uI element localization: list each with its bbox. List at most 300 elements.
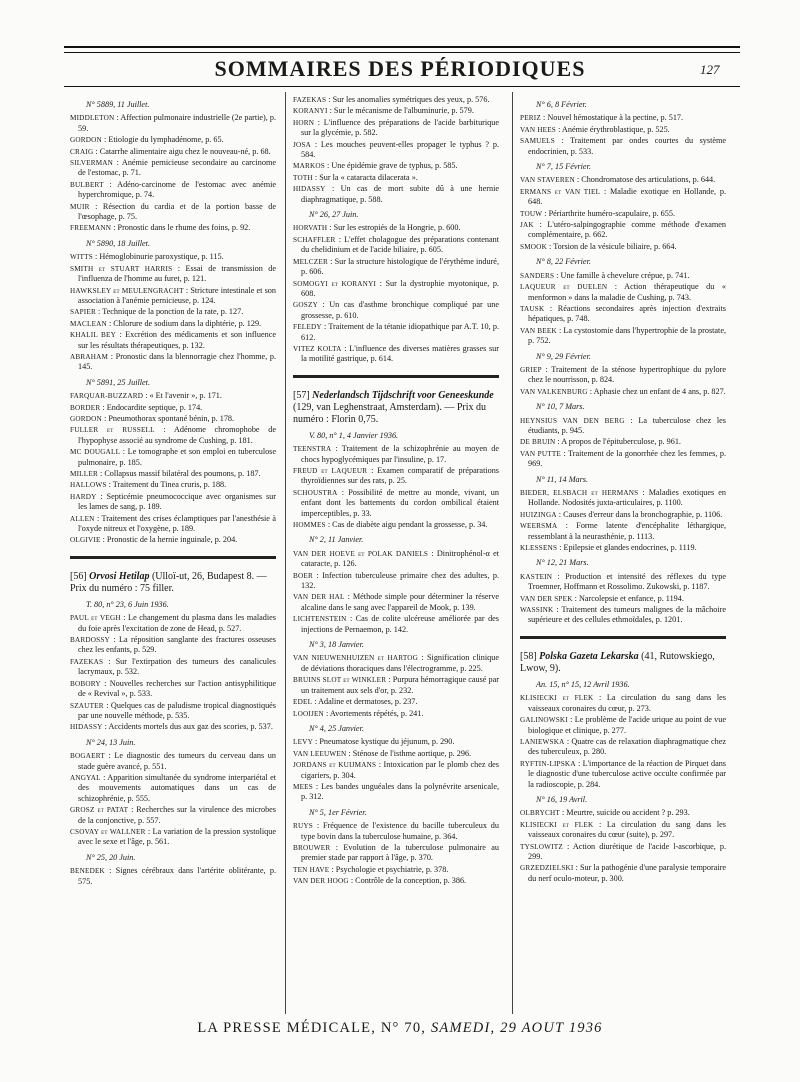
article-title: : Traitement des tumeurs malignes de la mâchoire supérieure et des cellules ethmoïdales, p. 1201. xyxy=(528,605,726,625)
article-entry xyxy=(520,209,726,219)
page-number: 127 xyxy=(700,62,720,77)
article-entry xyxy=(520,220,726,241)
article-entry xyxy=(70,773,276,804)
article-author: BARDOSSY xyxy=(70,636,110,645)
article-author: ERMANS et VAN TIEL xyxy=(520,187,601,196)
article-entry xyxy=(70,180,276,201)
article-title: : Purpura hémorragique causé par un traitement aux sels d'or, p. 232. xyxy=(301,675,499,695)
article-entry xyxy=(520,510,726,520)
article-title: : Sur la structure histologique de l'érythème induré, p. 606. xyxy=(301,256,499,277)
article-author: ABRAHAM xyxy=(70,352,109,361)
journal-info: (41, Rutowskiego, Lwow, 9). xyxy=(520,650,715,674)
article-title: : La cystostomie dans l'hypertrophie de la prostate, p. 752. xyxy=(528,325,726,346)
issue-heading: N° 11, 14 Mars. xyxy=(536,474,589,484)
article-title: : Intoxication par le plomb chez des cigariers, p. 304. xyxy=(301,760,499,780)
article-entry xyxy=(293,161,499,171)
article-title: : Pneumatose kystique du jéjunum, p. 290. xyxy=(312,737,455,747)
article-author: CRAIG xyxy=(70,147,94,156)
article-title: : A propos de l'épituberculose, p. 961. xyxy=(555,437,681,447)
article-author: JORDANS et KUIJMANS xyxy=(293,761,377,770)
article-entry xyxy=(293,279,499,300)
article-title: : Maladies exotiques en Hollande. Nodosités juxta-articulaires, p. 1100. xyxy=(528,488,726,508)
article-title: : Hémoglobinurie paroxystique, p. 115. xyxy=(92,252,224,262)
article-title: : Production et intensité des réflexes du type Troemner, Hoffmann et Rossolimo. Zukowski, p. 1187. xyxy=(528,571,726,592)
article-entry xyxy=(293,865,499,875)
article-title: : Quatre cas de relaxation diaphragmatique chez des tuberculeux, p. 280. xyxy=(528,736,726,757)
journal-name: Nederlandsch Tijdschrift voor Geneeskunde xyxy=(312,389,494,401)
article-entry xyxy=(70,679,276,700)
article-author: JOSA xyxy=(293,140,311,149)
article-title: : Un cas de mort subite dû à une hernie diaphragmatique, p. 588. xyxy=(301,184,499,204)
article-author: VAN STAVEREN xyxy=(520,176,575,185)
article-author: VAN VALKENBURG xyxy=(520,387,588,396)
article-title: : Chondromatose des articulations, p. 644. xyxy=(574,175,716,185)
article-entry xyxy=(520,437,726,447)
article-author: HIDASSY xyxy=(70,723,103,732)
article-author: VAN LEEUWEN xyxy=(293,749,347,758)
article-title: : Action diurétique de l'acide l-ascorbique, p. 299. xyxy=(528,841,726,861)
article-entry xyxy=(293,675,499,696)
article-author: LICHTENSTEIN xyxy=(293,615,347,624)
article-author: SMITH et STUART HARRIS xyxy=(70,264,173,273)
article-author: KASTEIN xyxy=(520,572,553,581)
article-title: : Catarrhe alimentaire aigu chez le nouveau-né, p. 68. xyxy=(93,146,271,156)
article-title: : Avortements répétés, p. 241. xyxy=(323,708,424,718)
article-entry xyxy=(293,140,499,161)
article-author: TOTH xyxy=(293,173,313,182)
article-author: MC DOUGALL xyxy=(70,448,121,457)
issue-heading: N° 8, 22 Février. xyxy=(536,257,591,267)
article-entry xyxy=(520,416,726,437)
article-author: SAPIER xyxy=(70,308,96,317)
journal-header xyxy=(293,390,499,426)
article-title: : Psychologie et psychiatrie, p. 378. xyxy=(329,864,449,874)
article-author: RYFTIN-LIPSKA xyxy=(520,759,576,768)
article-author: MUIR xyxy=(70,202,90,211)
article-entry xyxy=(70,414,276,424)
issue-heading: N° 26, 27 Juin. xyxy=(309,210,359,220)
entry-list xyxy=(293,95,499,205)
article-author: CSOVAY et WALLNER xyxy=(70,827,146,836)
footer-date: SAMEDI, 29 AOUT 1936 xyxy=(430,1020,603,1036)
article-entry xyxy=(293,737,499,747)
journal-info: (Ulloï-ut, 26, Budapest 8. — Prix du numéro : 75 filler. xyxy=(70,570,267,594)
article-entry xyxy=(520,304,726,325)
article-entry xyxy=(70,286,276,307)
article-title: : Sur les estropiés de la Hongrie, p. 600. xyxy=(327,223,461,233)
article-author: ANGYAL xyxy=(70,773,101,782)
article-author: BOGAERT xyxy=(70,752,105,761)
article-entry xyxy=(293,95,499,105)
article-title: : L'effet cholagogue des préparations contenant du chelidinium et de l'acide biliaire, p. 605. xyxy=(301,234,499,255)
article-entry xyxy=(293,709,499,719)
article-title: : Traitement du Tinea cruris, p. 188. xyxy=(106,480,227,490)
article-title: : Maladie exotique en Hollande, p. 648. xyxy=(528,186,726,207)
article-author: HEYNSIUS VAN DEN BERG xyxy=(520,416,625,425)
issue-heading: N° 5889, 11 Juillet. xyxy=(86,100,150,109)
article-entry xyxy=(520,387,726,397)
article-entry xyxy=(520,187,726,208)
article-entry xyxy=(70,252,276,262)
article-entry xyxy=(70,425,276,446)
article-entry xyxy=(293,223,499,233)
issue-heading: N° 10, 7 Mars. xyxy=(536,402,585,412)
column-divider xyxy=(285,92,286,1014)
article-entry xyxy=(70,330,276,351)
article-entry xyxy=(70,307,276,317)
journal-info: (129, van Leghenstraat, Amsterdam). — Prix du numéro : Florin 0,75. xyxy=(293,401,487,425)
article-author: FULLER et RUSSELL xyxy=(70,426,155,435)
article-title: : Pronostic dans la blennorragie chez l'homme, p. 145. xyxy=(78,351,276,372)
article-author: VITEZ KOLTA xyxy=(293,344,342,353)
article-title: : Contrôle de la conception, p. 386. xyxy=(348,876,467,886)
article-title: : Adéno-carcinome de l'estomac avec anémie hyperchromique, p. 74. xyxy=(78,179,276,200)
journal-name: Orvosi Hetilap xyxy=(89,570,150,582)
journal-header xyxy=(520,651,726,675)
article-entry xyxy=(70,447,276,468)
article-entry xyxy=(293,843,499,864)
article-title: : Apparition simultanée du syndrome interpariétal et des mouvements automatiques dans un cas de schizophrénie, p. 555. xyxy=(78,772,276,803)
issue-heading: N° 2, 11 Janvier. xyxy=(309,535,364,545)
issue-list xyxy=(520,680,726,884)
article-title: : Une épidémie grave de typhus, p. 585. xyxy=(324,161,458,171)
article-entry xyxy=(520,488,726,509)
article-title: : Signification clinique de déviations thoraciques dans l'électrogramme, p. 225. xyxy=(301,653,499,673)
article-entry xyxy=(293,106,499,116)
article-author: HALLOWS xyxy=(70,481,107,490)
article-title: : Adaline et dermatoses, p. 237. xyxy=(312,697,418,707)
article-author: VAN BEEK xyxy=(520,326,557,335)
article-author: SCHOUSTRA xyxy=(293,488,338,497)
issue-heading: V. 80, n° 1, 4 Janvier 1936. xyxy=(309,430,399,440)
article-author: KLESSENS xyxy=(520,544,558,553)
article-title: : Possibilité de mettre au monde, vivant, un enfant dont les battements du cordon ombilical étaient imperceptibles, p. 33. xyxy=(301,487,499,518)
article-title: : Torsion de la vésicule biliaire, p. 664. xyxy=(546,241,677,251)
article-author: DE BRUIN xyxy=(520,438,556,447)
article-title: : Les mouches peuvent-elles propager le typhus ? p. 584. xyxy=(301,139,499,160)
article-title: : Une famille à chevelure crépue, p. 741. xyxy=(554,270,690,280)
article-entry xyxy=(293,322,499,343)
issue-heading: N° 7, 15 Février. xyxy=(536,162,591,172)
article-author: TEN HAVE xyxy=(293,865,330,874)
journal-number: [58] xyxy=(520,650,537,662)
article-entry xyxy=(70,635,276,656)
article-author: HOMMES xyxy=(293,521,326,529)
article-title: : Examen comparatif de préparations thyroïdiennes sur des rats, p. 25. xyxy=(301,465,499,486)
journal-number: [57] xyxy=(293,389,310,401)
article-author: BRUINS SLOT et WINKLER xyxy=(293,676,387,685)
footer-journal: LA PRESSE MÉDICALE, N° 70, xyxy=(197,1020,431,1036)
article-author: WITTS xyxy=(70,253,93,262)
article-title: : Traitement de la sténose hypertrophique du pylore chez le nourrisson, p. 824. xyxy=(528,364,726,385)
article-title: : Le problème de l'acide urique au point de vue biologique et clinique, p. 277. xyxy=(528,715,726,735)
article-title: : Sur le mécanisme de l'albuminurie, p. 579. xyxy=(327,106,474,116)
article-author: SMOOK xyxy=(520,242,547,251)
article-entry xyxy=(70,535,276,545)
article-title: : Les bandes unguéales dans la polynévrite arsenicale, p. 312. xyxy=(301,781,499,802)
article-entry xyxy=(70,701,276,722)
article-entry xyxy=(520,543,726,553)
issue-heading: An. 15, n° 15, 12 Avril 1936. xyxy=(536,679,630,689)
article-title: : Septicémie pneumococcique avec organismes sur les lames de sang, p. 189. xyxy=(78,491,276,512)
article-entry xyxy=(293,300,499,321)
article-title: : La réposition sanglante des fractures osseuses chez les enfants, p. 529. xyxy=(78,635,276,655)
article-title: : Sténose de l'isthme aortique, p. 296. xyxy=(346,748,472,758)
article-author: SAMUELS xyxy=(520,137,555,146)
article-entry xyxy=(520,271,726,281)
article-author: BULBERT xyxy=(70,180,104,189)
journal-separator xyxy=(70,556,276,559)
article-entry xyxy=(293,592,499,613)
article-entry xyxy=(70,657,276,678)
article-entry xyxy=(70,492,276,513)
article-title: : Nouvel hémostatique à la pectine, p. 517. xyxy=(540,113,684,123)
article-entry xyxy=(70,514,276,535)
article-entry xyxy=(70,319,276,329)
article-entry xyxy=(520,759,726,790)
page-title: SOMMAIRES DES PÉRIODIQUES xyxy=(214,56,586,81)
article-entry xyxy=(293,876,499,886)
article-entry xyxy=(520,693,726,714)
article-author: BROUWER xyxy=(293,843,331,852)
article-title: : La circulation du sang dans les vaisseaux coronaires du cœur (suite), p. 297. xyxy=(528,819,726,840)
article-author: GOSZY xyxy=(293,301,318,310)
article-title: : Traitement de la tétanie idiopathique par A.T. 10, p. 612. xyxy=(301,322,499,342)
journal-separator xyxy=(293,375,499,378)
article-title: : Cas de colite ulcéreuse améliorée par des injections de Pernaemon, p. 142. xyxy=(301,614,499,634)
article-title: : La tuberculose chez les étudiants, p. 945. xyxy=(528,415,726,435)
article-author: FREEMANN xyxy=(70,224,112,233)
article-author: PAUL et VEGH xyxy=(70,614,121,623)
article-title: : Le diagnostic des tumeurs du cerveau dans un stade guère avancé, p. 551. xyxy=(78,751,276,771)
article-title: : Narcolepsie et enfance, p. 1194. xyxy=(572,593,684,603)
article-author: HARDY xyxy=(70,492,97,501)
article-author: MIDDLETON xyxy=(70,114,115,123)
article-author: EDEL xyxy=(293,698,313,707)
article-author: BOER xyxy=(293,571,313,580)
article-entry xyxy=(293,257,499,278)
article-title: : Etiologie du lymphadénome, p. 65. xyxy=(101,135,224,145)
article-entry xyxy=(293,466,499,487)
issue-list xyxy=(70,600,276,887)
article-author: SILVERMAN xyxy=(70,159,114,168)
article-entry xyxy=(70,202,276,223)
article-entry xyxy=(70,264,276,285)
article-title: : Traitement par ondes courtes du système endocrinien, p. 533. xyxy=(528,136,726,156)
article-title: : Anémie pernicieuse secondaire au carcinome de l'estomac, p. 71. xyxy=(78,158,276,178)
article-title: : Stricture intestinale et son association à l'anémie pernicieuse, p. 124. xyxy=(78,285,276,305)
article-author: VAN DER HOEVE et POLAK DANIELS xyxy=(293,549,429,558)
article-entry xyxy=(293,697,499,707)
issue-heading: N° 5890, 18 Juillet. xyxy=(86,238,150,248)
article-author: FAZEKAS xyxy=(293,96,327,104)
article-entry xyxy=(520,326,726,347)
article-author: HIDASSY xyxy=(293,185,326,194)
article-title: : Sur la pathogénie d'une paralysie temporaire du nerf oculo-moteur, p. 300. xyxy=(528,863,726,883)
article-title: : Périarthrite huméro-scapulaire, p. 655. xyxy=(542,208,676,218)
article-title: : Technique de la ponction de la rate, p. 127. xyxy=(95,307,244,317)
article-author: WEERSMA xyxy=(520,522,558,531)
article-entry xyxy=(293,614,499,635)
article-title: : Traitement de la schizophrénie au moyen de chocs hypoglycémiques par l'insuline, p. 17. xyxy=(301,444,499,464)
article-author: BORDER xyxy=(70,403,101,412)
article-entry xyxy=(520,113,726,123)
article-author: BOBORY xyxy=(70,679,101,688)
article-title: : Excrétion des médicaments et son influence sur les résultats thérapeutiques, p. 132. xyxy=(78,330,276,350)
article-title: : Fréquence de l'existence du bacille tuberculeux du type bovin dans la tuberculose humaine, p. 364. xyxy=(301,821,499,841)
article-entry xyxy=(70,805,276,826)
article-author: TYSLOWITZ xyxy=(520,842,563,851)
article-title: : Endocardite septique, p. 174. xyxy=(100,402,203,412)
article-entry xyxy=(70,135,276,145)
article-title: : L'importance de la réaction de Pirquet dans le diagnostic d'une tuberculose active occulte confirmée par la radioscopie, p. 284. xyxy=(528,758,726,789)
issue-list xyxy=(70,100,276,546)
article-title: : Aphasie chez un enfant de 4 ans, p. 827. xyxy=(587,386,726,396)
article-author: HORN xyxy=(293,118,315,127)
article-title: : Chlorure de sodium dans la diphtérie, p. 129. xyxy=(106,318,262,328)
article-author: SANDERS xyxy=(520,271,555,280)
article-author: VAN HEES xyxy=(520,125,557,134)
article-author: HORVATH xyxy=(293,224,328,233)
article-title: : Le tomographe et son emploi en tuberculose pulmonaire, p. 185. xyxy=(78,447,277,467)
article-author: VAN DER HOOG xyxy=(293,877,349,886)
article-author: KHALIL BEY xyxy=(70,331,117,340)
article-title: : Recherches sur la virulence des microbes de la conjonctive, p. 557. xyxy=(78,805,276,825)
header-rule-bottom xyxy=(64,86,740,87)
article-title: : Evolution de la tuberculose pulmonaire au premier stade par rapport à l'âge, p. 370. xyxy=(301,842,499,863)
article-entry xyxy=(70,827,276,848)
article-entry xyxy=(70,613,276,634)
article-entry xyxy=(70,113,276,134)
column-divider xyxy=(512,92,513,1014)
article-entry xyxy=(520,842,726,863)
article-title: : Action thérapeutique du « menformon » dans la maladie de Cushing, p. 743. xyxy=(528,282,726,302)
article-title: : L'utéro-salpingographie comme méthode d'examen complémentaire, p. 662. xyxy=(528,220,726,240)
article-title: : Adénome chromophobe de l'hypophyse associé au syndrome de Cushing, p. 181. xyxy=(78,425,277,445)
article-entry xyxy=(520,449,726,470)
article-author: FREUD et LAQUEUR xyxy=(293,466,368,475)
article-author: LEVY xyxy=(293,738,313,747)
article-entry xyxy=(293,444,499,465)
article-entry xyxy=(293,760,499,781)
article-author: GALINOWSKI xyxy=(520,716,568,725)
article-author: MELCZER xyxy=(293,257,328,266)
article-entry xyxy=(70,480,276,490)
article-author: LOOIJEN xyxy=(293,709,324,718)
article-entry xyxy=(520,863,726,884)
journal-name: Polska Gazeta Lekarska xyxy=(539,650,639,662)
article-entry xyxy=(293,782,499,803)
page-footer xyxy=(0,1020,800,1037)
article-author: PERIZ xyxy=(520,114,541,123)
article-author: HAWKSLEY et MEULENGRACHT xyxy=(70,286,184,295)
article-entry xyxy=(520,572,726,593)
article-author: MEES xyxy=(293,782,313,791)
article-entry xyxy=(293,173,499,183)
article-title: : Anémie érythroblastique, p. 525. xyxy=(556,124,670,134)
article-entry xyxy=(520,737,726,758)
article-title: : Collapsus massif bilatéral des poumons, p. 187. xyxy=(97,469,261,478)
article-author: BENEDEK xyxy=(70,867,105,876)
article-title: : Un cas d'asthme bronchique compliqué par une grossesse, p. 610. xyxy=(301,300,499,320)
article-entry xyxy=(70,403,276,413)
article-author: KORANYI xyxy=(293,107,328,116)
article-entry xyxy=(520,125,726,135)
issue-heading: N° 12, 21 Mars. xyxy=(536,558,589,568)
article-entry xyxy=(70,751,276,772)
article-entry xyxy=(70,469,276,479)
article-title: : La circulation du sang dans les vaisseaux coronaires du cœur, p. 273. xyxy=(528,693,726,713)
journal-number: [56] xyxy=(70,570,87,582)
article-entry xyxy=(293,549,499,570)
article-title: : Essai de transmission de l'influenza de l'homme au furet, p. 121. xyxy=(78,263,277,284)
column-right xyxy=(520,95,726,885)
journal-header xyxy=(70,571,276,595)
article-entry xyxy=(520,820,726,841)
article-entry xyxy=(520,282,726,303)
article-entry xyxy=(293,235,499,256)
article-author: VAN NIEUWENHUIZEN et HARTOG xyxy=(293,654,419,663)
article-entry xyxy=(520,605,726,626)
article-author: GRZEDZIELSKI xyxy=(520,864,574,873)
article-entry xyxy=(293,488,499,519)
article-title: : « Et l'avenir », p. 171. xyxy=(143,391,222,401)
issue-heading: N° 24, 13 Juin. xyxy=(86,737,136,747)
header-rule-top xyxy=(64,46,740,48)
article-title: : Pneumothorax spontané bénin, p. 178. xyxy=(101,413,235,423)
article-author: GRIEP xyxy=(520,365,542,374)
article-entry xyxy=(70,158,276,179)
article-author: MACLEAN xyxy=(70,319,107,328)
article-author: GORDON xyxy=(70,136,102,145)
article-entry xyxy=(293,118,499,139)
article-author: JAK xyxy=(520,221,534,230)
article-entry xyxy=(70,391,276,401)
article-title: : Traitement des crises éclamptiques par l'anesthésie à l'oxyde nitreux et l'oxygène, p. 189. xyxy=(78,513,276,534)
article-author: SOMOGYI et KORANYI xyxy=(293,279,377,288)
article-entry xyxy=(520,242,726,252)
article-title: : Sur la dystrophie myotonique, p. 608. xyxy=(301,278,499,298)
article-entry xyxy=(70,352,276,373)
article-entry xyxy=(70,722,276,732)
journal-separator xyxy=(520,636,726,639)
article-author: LANIEWSKA xyxy=(520,737,565,746)
article-entry xyxy=(70,866,276,887)
article-title: : Réactions secondaires après injection d'extraits hépatiques, p. 748. xyxy=(528,303,726,324)
article-author: ALLEN xyxy=(70,514,95,523)
article-title: : Résection du cardia et de la portion basse de l'œsophage, p. 75. xyxy=(78,201,276,222)
article-author: TEENSTRA xyxy=(293,445,332,454)
article-author: VAN DER SPEK xyxy=(520,594,573,603)
article-author: SCHAFFLER xyxy=(293,235,336,244)
article-entry xyxy=(520,136,726,157)
article-title: : Affection pulmonaire industrielle (2e partie), p. 59. xyxy=(78,113,276,133)
article-title: : Méthode simple pour déterminer la réserve alcaline dans le sang avec l'appareil de Mook, p. 139. xyxy=(301,592,499,612)
article-title: : Traitement de la gonorrhée chez les femmes, p. 969. xyxy=(528,448,726,469)
article-title: : Quelques cas de paludisme tropical diagnostiqués par une nouvelle méthode, p. 535. xyxy=(78,700,276,720)
issue-list xyxy=(520,100,726,626)
article-title: : La variation de la pression systolique avec le sexe et l'âge, p. 561. xyxy=(78,826,276,847)
article-title: : Epilepsie et glandes endocrines, p. 1119. xyxy=(557,543,697,553)
article-title: : Dinitrophénol-α et cataracte, p. 126. xyxy=(301,548,499,569)
column-middle xyxy=(293,95,499,888)
article-entry xyxy=(293,571,499,592)
article-entry xyxy=(293,520,499,530)
article-entry xyxy=(520,521,726,542)
article-entry xyxy=(520,594,726,604)
article-title: : Infection tuberculeuse primaire chez des adultes, p. 132. xyxy=(301,570,499,591)
article-author: SZAUTER xyxy=(70,701,104,710)
